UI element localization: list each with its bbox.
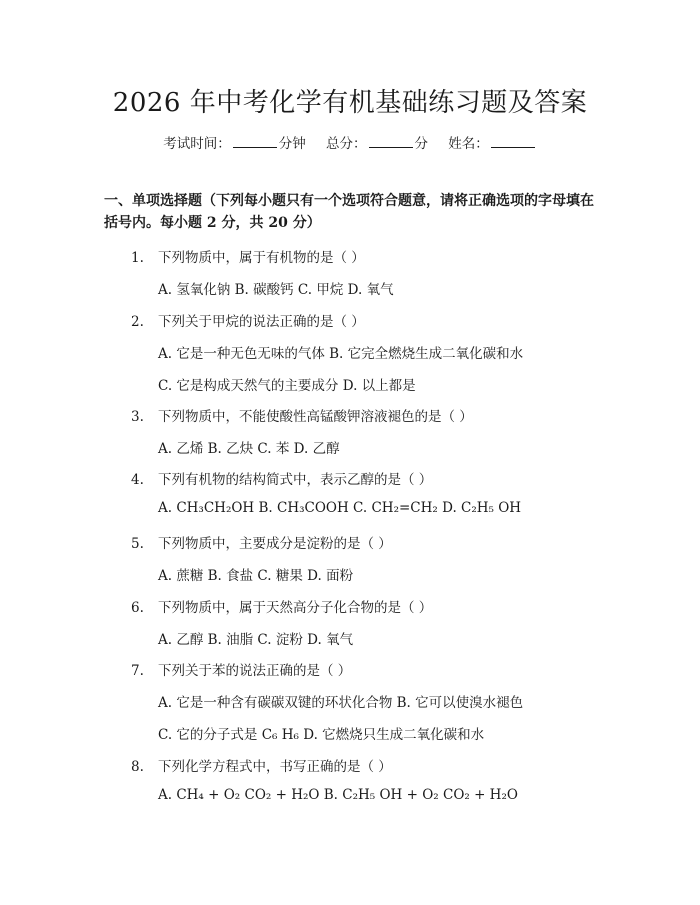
- question-stem: 下列关于苯的说法正确的是（ ）: [158, 663, 352, 679]
- page-title: 2026 年中考化学有机基础练习题及答案: [112, 88, 588, 118]
- question-3-options: A. 乙烯 B. 乙炔 C. 苯 D. 乙醇: [158, 441, 340, 457]
- question-8: [131, 755, 392, 775]
- section-heading: 一、单项选择题（下列每小题只有一个选项符合题意，请将正确选项的字母填在括号内。每小题 2 分，共 20 分）: [104, 193, 594, 231]
- question-2-options-line-1: A. 它是一种无色无味的气体 B. 它完全燃烧生成二氧化碳和水: [158, 346, 524, 362]
- question-8-options: A. CH₄ + O₂ CO₂ + H₂O B. C₂H₅ OH + O₂ CO₂ + H₂O: [158, 787, 518, 803]
- question-number: 4.: [131, 472, 144, 488]
- question-1-options: A. 氢氧化钠 B. 碳酸钙 C. 甲烷 D. 氧气: [158, 282, 394, 298]
- question-number: 6.: [131, 600, 144, 616]
- question-number: 2.: [131, 314, 144, 330]
- question-number: 7.: [131, 663, 144, 679]
- question-7-options-line-2: C. 它的分子式是 C₆ H₆ D. 它燃烧只生成二氧化碳和水: [158, 727, 485, 743]
- question-6-options: A. 乙醇 B. 油脂 C. 淀粉 D. 氧气: [158, 632, 354, 648]
- question-7: [131, 659, 351, 679]
- question-1: [131, 246, 365, 266]
- name-field: [448, 136, 537, 152]
- exam-meta: [0, 132, 700, 152]
- question-stem: 下列物质中，属于天然高分子化合物的是（ ）: [158, 600, 433, 616]
- name-blank[interactable]: [491, 135, 535, 148]
- question-7-options-line-1: A. 它是一种含有碳碳双键的环状化合物 B. 它可以使溴水褪色: [158, 695, 524, 711]
- question-number: 3.: [131, 409, 144, 425]
- score-label: 总分：: [326, 136, 367, 152]
- question-6: [131, 596, 432, 616]
- score-field: [326, 136, 428, 152]
- question-4: [131, 468, 432, 488]
- question-2-options-line-2: C. 它是构成天然气的主要成分 D. 以上都是: [158, 378, 416, 394]
- question-3: [131, 405, 473, 425]
- question-stem: 下列物质中，不能使酸性高锰酸钾溶液褪色的是（ ）: [158, 409, 473, 425]
- question-2: [131, 310, 365, 330]
- question-number: 8.: [131, 759, 144, 775]
- question-5-options: A. 蔗糖 B. 食盐 C. 糖果 D. 面粉: [158, 568, 354, 584]
- question-number: 5.: [131, 536, 144, 552]
- name-label: 姓名：: [448, 136, 489, 152]
- score-unit: 分: [414, 136, 428, 152]
- time-blank[interactable]: [233, 135, 277, 148]
- question-number: 1.: [131, 250, 144, 266]
- question-stem: 下列有机物的结构简式中，表示乙醇的是（ ）: [158, 472, 433, 488]
- time-label: 考试时间：: [163, 136, 231, 152]
- question-stem: 下列化学方程式中，书写正确的是（ ）: [158, 759, 392, 775]
- time-field: [163, 136, 306, 152]
- question-stem: 下列物质中，属于有机物的是（ ）: [158, 250, 365, 266]
- question-5: [131, 532, 392, 552]
- time-unit: 分钟: [278, 136, 306, 152]
- score-blank[interactable]: [369, 135, 413, 148]
- question-stem: 下列关于甲烷的说法正确的是（ ）: [158, 314, 365, 330]
- question-stem: 下列物质中，主要成分是淀粉的是（ ）: [158, 536, 392, 552]
- question-4-options: A. CH₃CH₂OH B. CH₃COOH C. CH₂=CH₂ D. C₂H₅ OH: [158, 500, 522, 516]
